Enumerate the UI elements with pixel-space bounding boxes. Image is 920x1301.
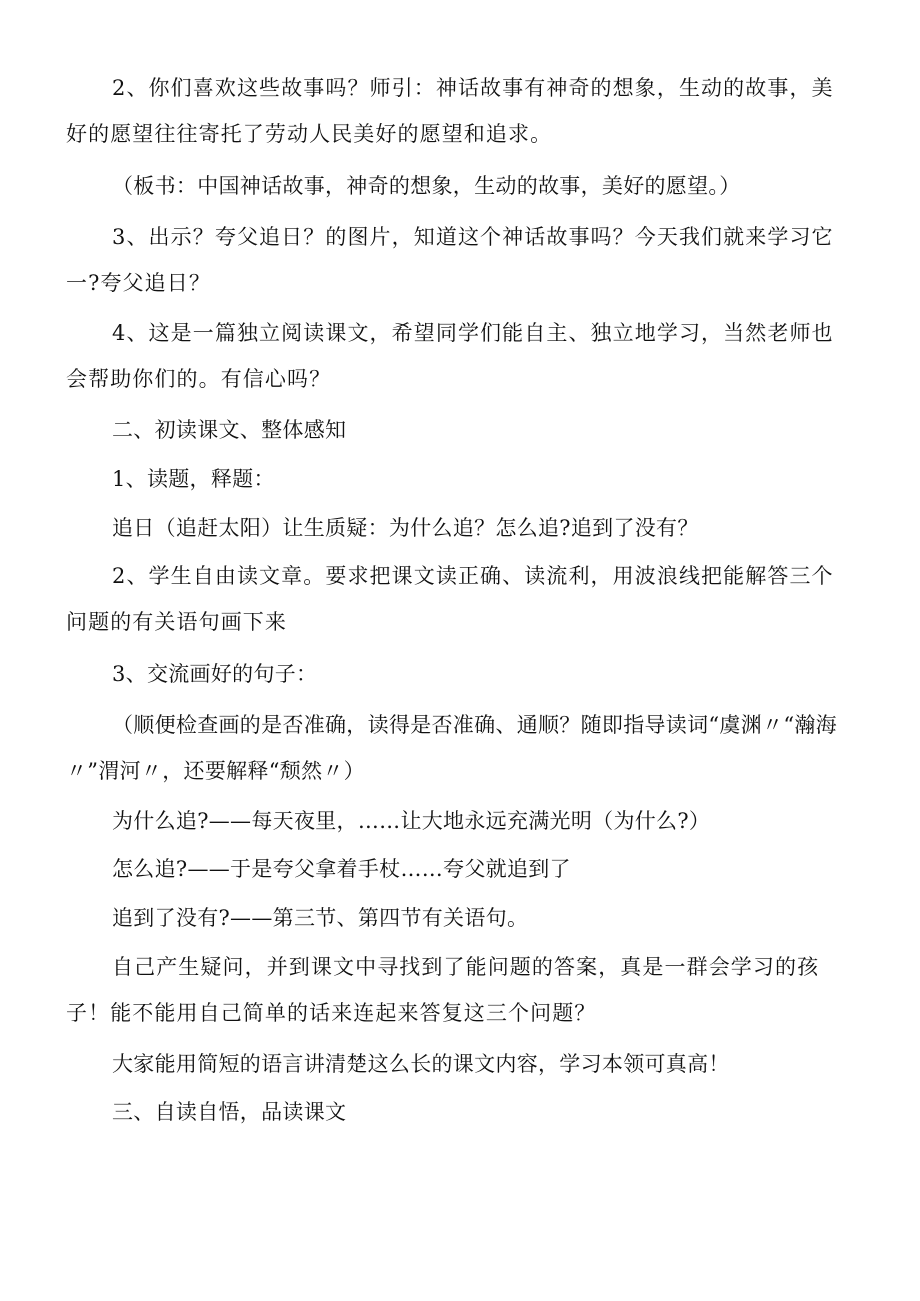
section-heading-2: 二、初读课文、整体感知: [112, 418, 347, 442]
paragraph-9: （顺便检查画的是否准确，读得是否准确、通顺？随即指导读词“虞渊〃“瀚海〃”渭河〃，还要解释“颓然〃）: [66, 713, 837, 783]
paragraph-6: 追日（追赶太阳）让生质疑：为什么追？怎么追?追到了没有？: [112, 516, 699, 540]
paragraph-14: 大家能用简短的语言讲清楚这么长的课文内容，学习本领可真高！: [112, 1052, 730, 1076]
section-heading-3: 三、自读自悟，品读课文: [112, 1100, 347, 1124]
paragraph-7: 2、学生自由读文章。要求把课文读正确、读流利，用波浪线把能解答三个问题的有关语句画下来: [66, 564, 834, 634]
paragraph-4: 4、这是一篇独立阅读课文，希望同学们能自主、独立地学习，当然老师也会帮助你们的。有信心吗？: [66, 321, 834, 391]
paragraph-2: （板书：中国神话故事，神奇的想象，生动的故事，美好的愿望。）: [112, 174, 741, 198]
paragraph-11: 怎么追?——于是夸父拿着手杖……夸父就追到了: [112, 857, 571, 881]
paragraph-12: 追到了没有?——第三节、第四节有关语句。: [112, 906, 529, 930]
paragraph-10: 为什么追?——每天夜里，……让大地永远充满光明（为什么?）: [112, 809, 711, 833]
paragraph-3: 3、出示？夸父追日？的图片，知道这个神话故事吗？今天我们就来学习它一?夸父追日？: [66, 225, 834, 295]
paragraph-13: 自己产生疑问，并到课文中寻找到了能问题的答案，真是一群会学习的孩子！能不能用自己简单的话来连起来答复这三个问题？: [66, 955, 820, 1025]
paragraph-1: 2、你们喜欢这些故事吗？师引：神话故事有神奇的想象，生动的故事，美好的愿望往往寄托了劳动人民美好的愿望和追求。: [66, 76, 834, 146]
paragraph-5: 1、读题，释题：: [112, 467, 275, 491]
paragraph-8: 3、交流画好的句子：: [112, 662, 318, 686]
